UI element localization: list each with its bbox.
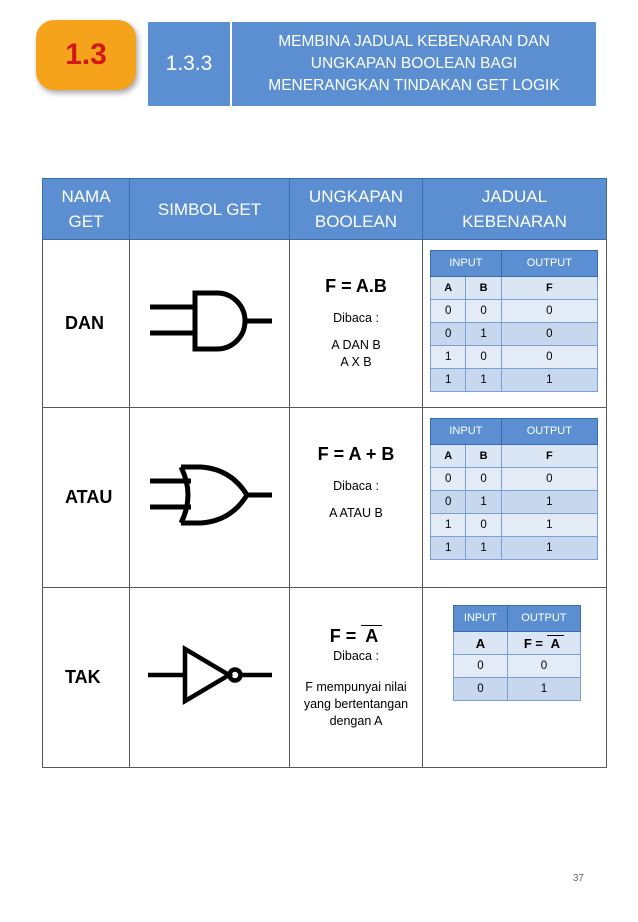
output-header: OUTPUT — [501, 419, 597, 445]
read-line: F mempunyai nilai — [305, 679, 407, 694]
read-label: Dibaca : — [333, 478, 379, 493]
output-header: OUTPUT — [501, 251, 597, 277]
truth-table-cell — [423, 240, 607, 408]
title-line: MEMBINA JADUAL KEBENARAN DAN — [278, 33, 550, 50]
read-line: A X B — [340, 355, 372, 369]
or-gate-icon — [145, 455, 275, 535]
table-row — [43, 408, 607, 588]
truth-table-cell — [423, 588, 607, 768]
input-header: INPUT — [431, 251, 502, 277]
section-badge — [36, 20, 136, 90]
table-header-row — [43, 179, 607, 240]
read-label: Dibaca : — [333, 648, 379, 663]
truth-table: INPUT OUTPUT A B F 0 0 0 0 1 1 1 0 1 1 1 1 — [430, 418, 598, 560]
overlined-variable: A — [361, 625, 382, 646]
expression-cell — [290, 240, 423, 408]
input-header: INPUT — [454, 606, 508, 632]
truth-table: INPUT OUTPUT A F = A 0 0 0 1 — [453, 605, 581, 701]
col-header-truth-table: JADUAL KEBENARAN — [423, 179, 607, 240]
truth-table-cell — [423, 408, 607, 588]
col-header-symbol: SIMBOL GET — [130, 179, 290, 240]
read-line: A ATAU B — [329, 505, 383, 520]
title-line: UNGKAPAN BOOLEAN BAGI — [310, 55, 518, 72]
boolean-expression: F = A.B — [325, 276, 387, 296]
truth-table: INPUT OUTPUT A B F 0 0 0 0 1 0 1 0 0 1 1 1 — [430, 250, 598, 392]
page-number: 37 — [572, 873, 584, 884]
gate-symbol-cell — [130, 588, 290, 768]
section-number: 1.3 — [65, 38, 107, 71]
expression-cell — [290, 408, 423, 588]
col-header-name: NAMA GET — [43, 179, 130, 240]
boolean-expression: F = A + B — [317, 443, 395, 464]
read-line: dengan A — [329, 713, 383, 728]
gate-name: DAN — [43, 240, 130, 408]
gate-symbol-cell — [130, 240, 290, 408]
table-row — [43, 588, 607, 768]
page-title — [232, 22, 596, 106]
gate-name: TAK — [43, 588, 130, 768]
not-gate-icon — [145, 635, 275, 715]
expression-cell — [290, 588, 423, 768]
read-line: A DAN B — [331, 338, 381, 352]
gate-symbol-cell — [130, 408, 290, 588]
title-line: MENERANGKAN TINDAKAN GET LOGIK — [268, 77, 560, 94]
subsection-code: 1.3.3 — [148, 22, 230, 106]
and-gate-icon — [145, 281, 275, 361]
logic-gate-table — [42, 178, 607, 768]
gate-name: ATAU — [43, 408, 130, 588]
read-label: Dibaca : — [333, 311, 379, 325]
col-header-expression: UNGKAPAN BOOLEAN — [290, 179, 423, 240]
output-header: OUTPUT — [507, 606, 580, 632]
read-line: yang bertentangan — [303, 696, 409, 711]
boolean-expression: F = A — [290, 626, 422, 647]
input-header: INPUT — [431, 419, 502, 445]
table-row — [43, 240, 607, 408]
